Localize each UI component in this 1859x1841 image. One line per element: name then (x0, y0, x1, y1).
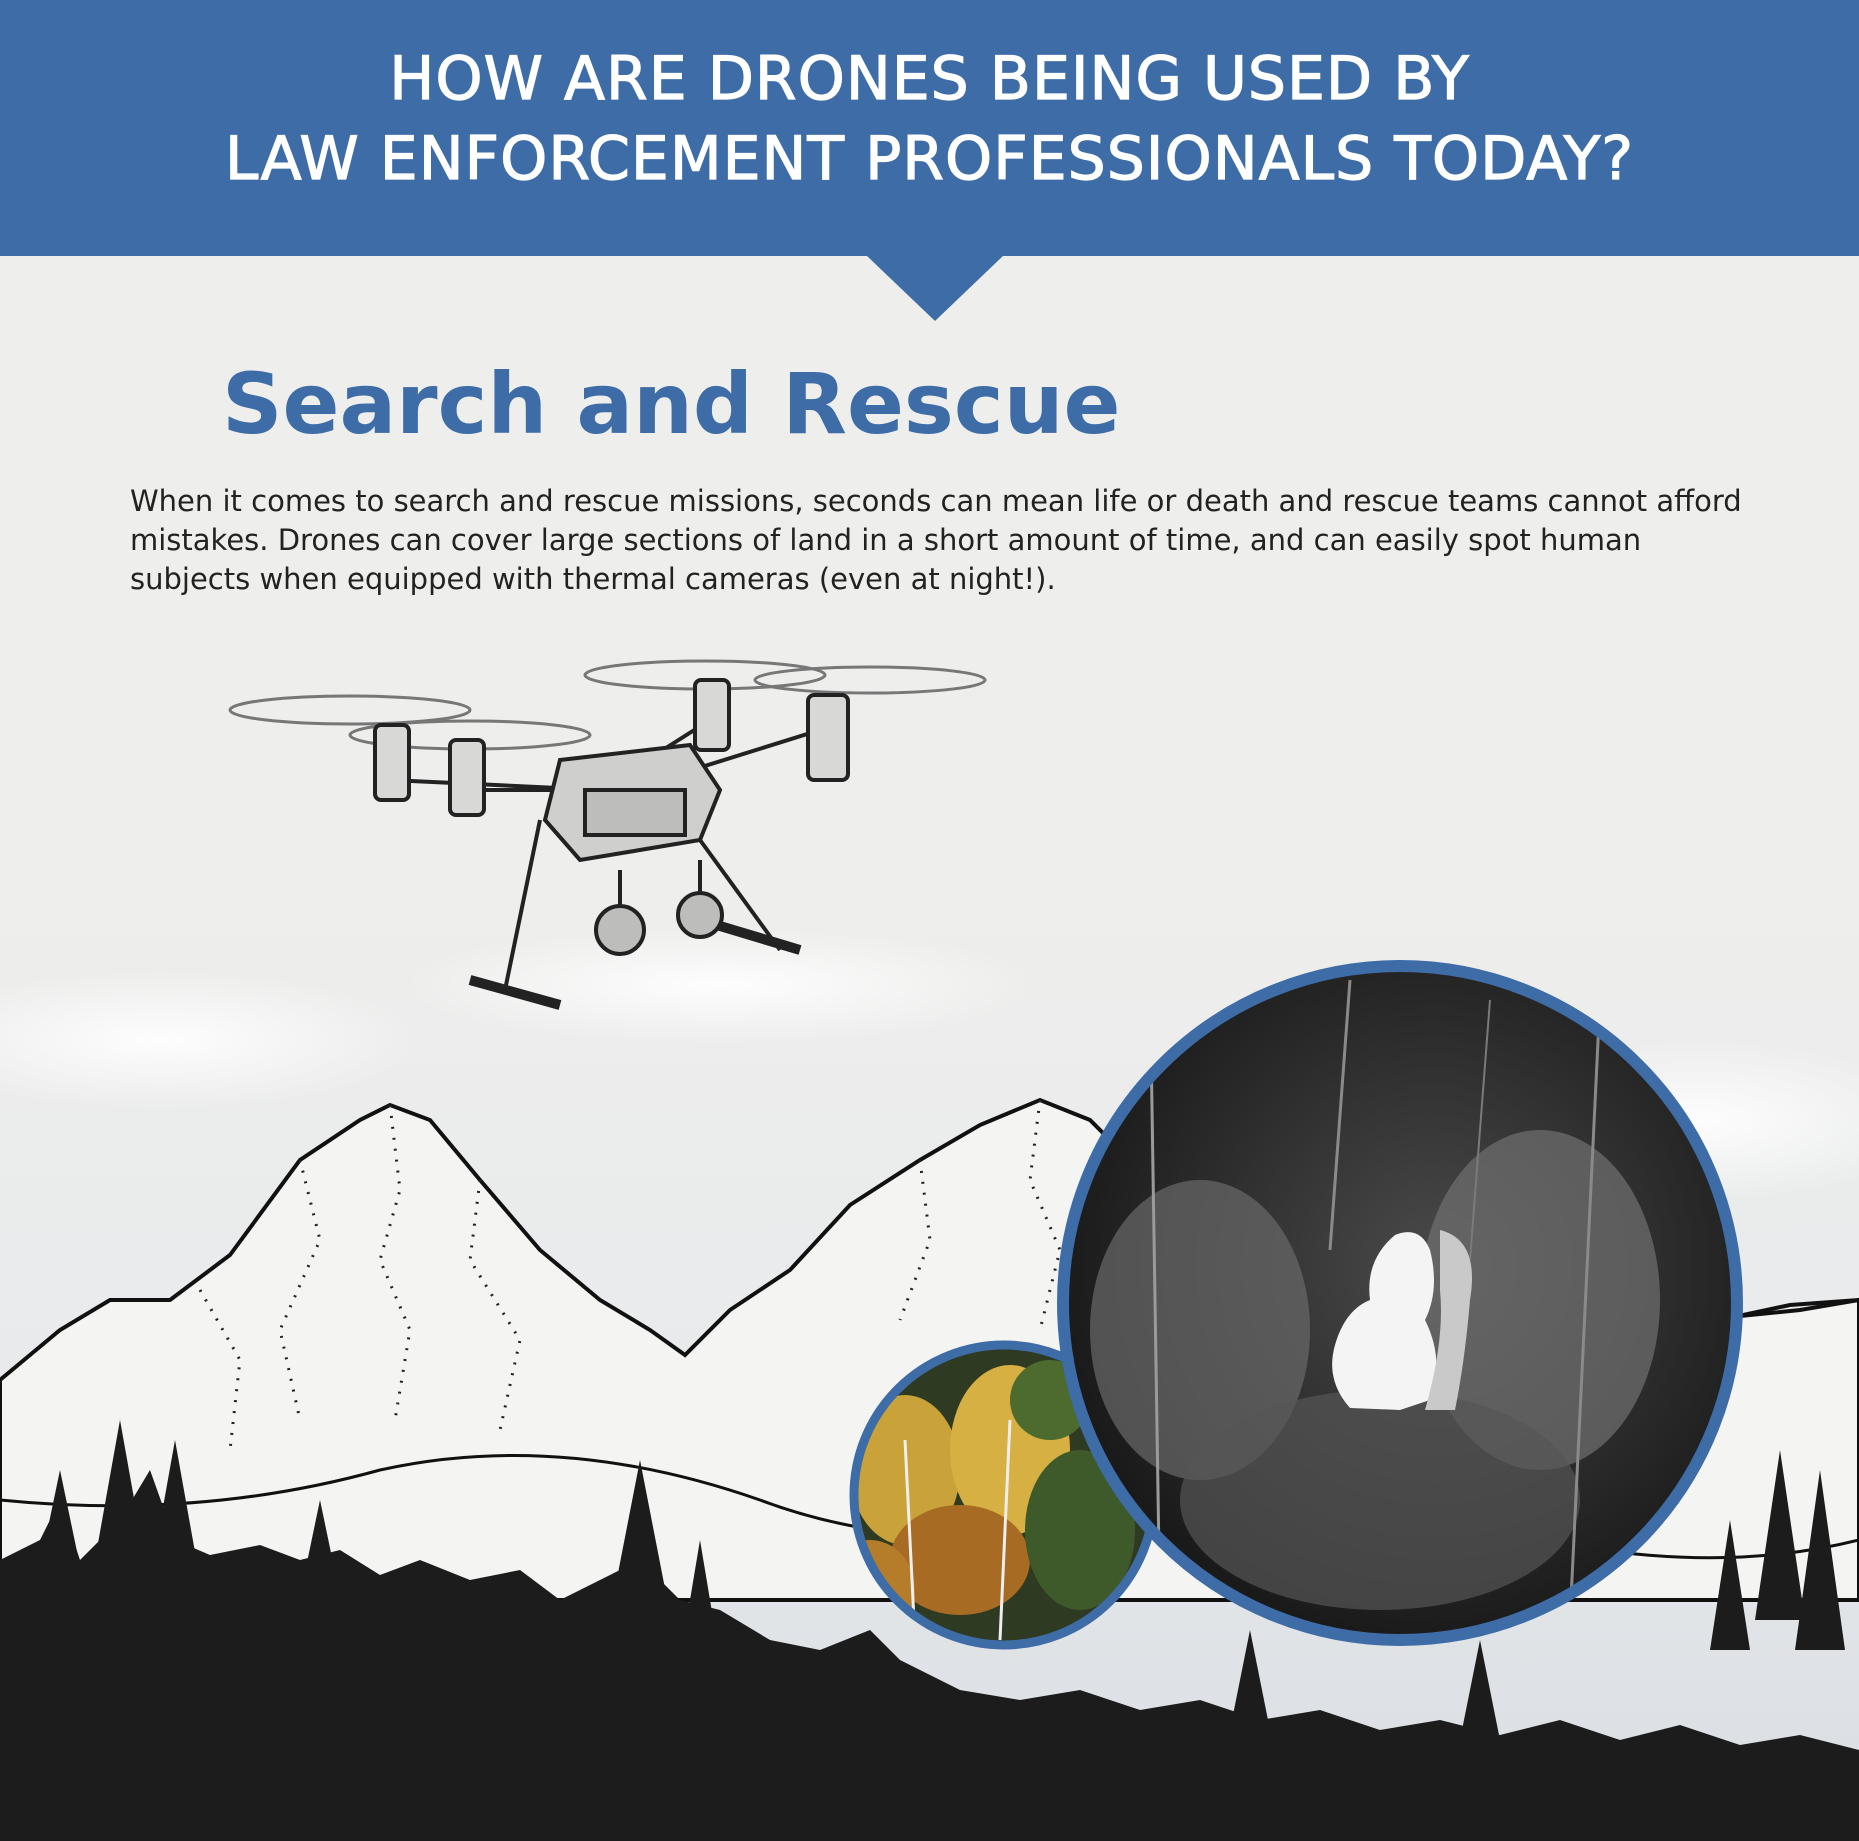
section-title: Search and Rescue (222, 355, 1121, 453)
header-title-line-2: LAW ENFORCEMENT PROFESSIONALS TODAY? (224, 124, 1635, 194)
section-description: When it comes to search and rescue missions, seconds can mean life or death and rescue teams cannot afford mistakes. Drones can cover large sections of land in a short amount of time, and can easily spot human subjects when equipped with thermal cameras (even at night!). (130, 484, 1742, 596)
header-title-line-1: HOW ARE DRONES BEING USED BY (389, 44, 1470, 114)
thermal-camera-inset (1060, 960, 1740, 1640)
